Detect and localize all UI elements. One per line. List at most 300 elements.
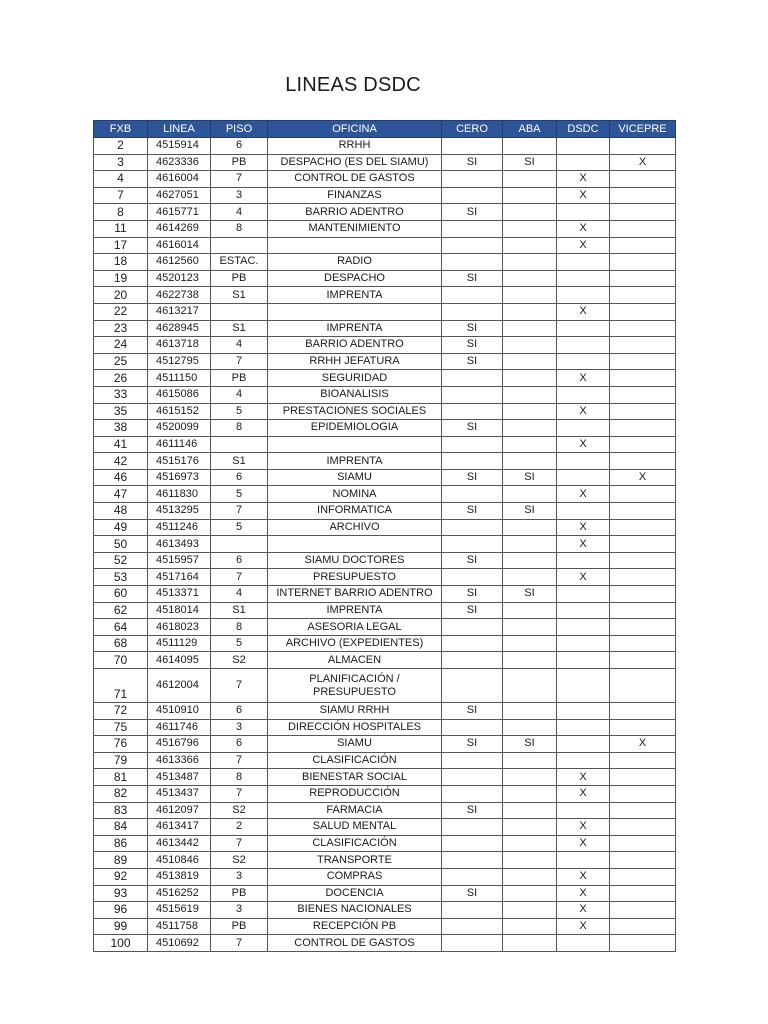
cell-cero [442,403,503,420]
cell-aba [503,320,557,337]
cell-linea: 4616004 [148,171,211,188]
cell-fxb: 68 [94,635,148,652]
cell-fxb: 4 [94,171,148,188]
cell-oficina: IMPRENTA [268,320,442,337]
cell-oficina: RRHH JEFATURA [268,353,442,370]
cell-vicepre: X [610,736,676,753]
cell-vicepre [610,769,676,786]
table-row [94,752,676,769]
cell-aba [503,536,557,553]
cell-linea: 4510846 [148,852,211,869]
cell-vicepre [610,619,676,636]
cell-cero [442,220,503,237]
cell-cero [442,835,503,852]
table-row [94,536,676,553]
cell-fxb: 33 [94,386,148,403]
cell-oficina: BIOANALISIS [268,386,442,403]
table-row [94,204,676,221]
cell-fxb: 25 [94,353,148,370]
cell-oficina: CLASIFICACIÓN [268,835,442,852]
cell-aba: SI [503,736,557,753]
cell-piso: 3 [211,868,268,885]
cell-dsdc [557,719,610,736]
table-row [94,370,676,387]
cell-linea: 4613217 [148,303,211,320]
cell-dsdc [557,204,610,221]
cell-oficina [268,303,442,320]
cell-cero [442,719,503,736]
cell-aba [503,370,557,387]
table-row [94,503,676,520]
cell-vicepre: X [610,154,676,171]
cell-fxb: 49 [94,519,148,536]
cell-dsdc: X [557,868,610,885]
cell-dsdc: X [557,220,610,237]
cell-vicepre [610,138,676,155]
cell-vicepre [610,254,676,271]
cell-fxb: 38 [94,420,148,437]
cell-aba [503,902,557,919]
cell-linea: 4628945 [148,320,211,337]
cell-oficina: DESPACHO (ES DEL SIAMU) [268,154,442,171]
cell-cero: SI [442,503,503,520]
cell-cero [442,287,503,304]
cell-piso: 7 [211,569,268,586]
column-header-cero: CERO [442,121,503,138]
cell-linea: 4615152 [148,403,211,420]
cell-oficina: BARRIO ADENTRO [268,337,442,354]
cell-dsdc: X [557,835,610,852]
cell-piso: 4 [211,386,268,403]
cell-piso: 8 [211,420,268,437]
cell-piso: 5 [211,519,268,536]
cell-oficina: DOCENCIA [268,885,442,902]
cell-oficina: COMPRAS [268,868,442,885]
cell-linea: 4511150 [148,370,211,387]
cell-oficina [268,536,442,553]
table-row [94,902,676,919]
cell-vicepre [610,237,676,254]
cell-cero [442,569,503,586]
column-header-aba: ABA [503,121,557,138]
cell-aba [503,868,557,885]
cell-dsdc [557,652,610,669]
cell-linea: 4513295 [148,503,211,520]
cell-aba [503,303,557,320]
cell-fxb: 86 [94,835,148,852]
cell-fxb: 26 [94,370,148,387]
cell-linea: 4616014 [148,237,211,254]
cell-cero [442,436,503,453]
cell-piso: 7 [211,353,268,370]
cell-vicepre: X [610,469,676,486]
cell-piso: PB [211,370,268,387]
cell-cero [442,935,503,952]
cell-cero [442,519,503,536]
cell-linea: 4510910 [148,703,211,720]
table-row [94,935,676,952]
cell-cero [442,171,503,188]
cell-dsdc: X [557,171,610,188]
cell-fxb: 76 [94,736,148,753]
cell-linea: 4511758 [148,918,211,935]
cell-cero [442,918,503,935]
cell-cero: SI [442,270,503,287]
cell-cero: SI [442,586,503,603]
cell-oficina: EPIDEMIOLOGIA [268,420,442,437]
cell-cero: SI [442,320,503,337]
cell-linea: 4513487 [148,769,211,786]
cell-dsdc [557,669,610,703]
cell-linea: 4611830 [148,486,211,503]
cell-piso: 7 [211,503,268,520]
cell-vicepre [610,420,676,437]
cell-aba [503,619,557,636]
cell-fxb: 46 [94,469,148,486]
cell-oficina: IMPRENTA [268,602,442,619]
cell-fxb: 3 [94,154,148,171]
cell-piso: PB [211,154,268,171]
cell-piso: 7 [211,669,268,703]
cell-fxb: 81 [94,769,148,786]
table-row [94,171,676,188]
cell-oficina: RADIO [268,254,442,271]
table-row [94,652,676,669]
cell-vicepre [610,503,676,520]
cell-oficina: ARCHIVO [268,519,442,536]
cell-dsdc [557,619,610,636]
cell-aba [503,835,557,852]
table-row [94,386,676,403]
cell-aba [503,237,557,254]
cell-piso: S1 [211,453,268,470]
cell-piso: 7 [211,785,268,802]
table-row [94,868,676,885]
cell-oficina [268,237,442,254]
cell-piso: 8 [211,220,268,237]
cell-linea: 4518014 [148,602,211,619]
cell-oficina: ALMACEN [268,652,442,669]
cell-dsdc: X [557,918,610,935]
cell-vicepre [610,320,676,337]
cell-oficina: SIAMU [268,469,442,486]
cell-linea: 4513371 [148,586,211,603]
table-row [94,802,676,819]
table-row [94,403,676,420]
cell-cero [442,635,503,652]
cell-dsdc [557,138,610,155]
cell-cero [442,619,503,636]
cell-linea: 4516252 [148,885,211,902]
cell-linea: 4627051 [148,187,211,204]
column-header-fxb: FXB [94,121,148,138]
cell-vicepre [610,287,676,304]
table-row [94,635,676,652]
cell-dsdc: X [557,769,610,786]
cell-cero: SI [442,204,503,221]
cell-cero [442,868,503,885]
cell-oficina: RRHH [268,138,442,155]
cell-piso: S2 [211,652,268,669]
cell-piso [211,237,268,254]
cell-aba [503,386,557,403]
cell-piso: S1 [211,320,268,337]
cell-fxb: 48 [94,503,148,520]
cell-linea: 4613493 [148,536,211,553]
cell-aba [503,486,557,503]
cell-vicepre [610,918,676,935]
cell-fxb: 24 [94,337,148,354]
cell-linea: 4515619 [148,902,211,919]
cell-dsdc [557,503,610,520]
cell-piso: ESTAC. [211,254,268,271]
cell-aba [503,519,557,536]
cell-aba: SI [503,503,557,520]
cell-vicepre [610,270,676,287]
cell-vicepre [610,569,676,586]
cell-vicepre [610,852,676,869]
cell-vicepre [610,635,676,652]
cell-oficina: CLASIFICACIÓN [268,752,442,769]
cell-oficina: MANTENIMIENTO [268,220,442,237]
table-row [94,885,676,902]
table-row [94,785,676,802]
column-header-linea: LINEA [148,121,211,138]
cell-aba [503,552,557,569]
cell-oficina: FINANZAS [268,187,442,204]
table-row [94,519,676,536]
cell-fxb: 19 [94,270,148,287]
cell-piso: 2 [211,819,268,836]
cell-dsdc [557,802,610,819]
cell-oficina: INFORMATICA [268,503,442,520]
table-row [94,835,676,852]
table-row [94,486,676,503]
cell-oficina: SIAMU DOCTORES [268,552,442,569]
cell-aba [503,436,557,453]
cell-aba [503,602,557,619]
cell-vicepre [610,719,676,736]
cell-aba: SI [503,586,557,603]
cell-aba [503,420,557,437]
cell-dsdc: X [557,486,610,503]
cell-cero [442,819,503,836]
cell-fxb: 18 [94,254,148,271]
table-row [94,736,676,753]
cell-fxb: 22 [94,303,148,320]
cell-fxb: 17 [94,237,148,254]
cell-fxb: 47 [94,486,148,503]
cell-dsdc: X [557,370,610,387]
cell-dsdc: X [557,303,610,320]
cell-aba [503,703,557,720]
cell-oficina: IMPRENTA [268,453,442,470]
cell-cero: SI [442,602,503,619]
cell-oficina: IMPRENTA [268,287,442,304]
cell-cero: SI [442,469,503,486]
cell-fxb: 11 [94,220,148,237]
cell-vicepre [610,536,676,553]
table-row [94,586,676,603]
cell-vicepre [610,220,676,237]
cell-fxb: 93 [94,885,148,902]
cell-vicepre [610,703,676,720]
cell-fxb: 20 [94,287,148,304]
cell-piso: S1 [211,602,268,619]
cell-linea: 4520099 [148,420,211,437]
cell-fxb: 92 [94,868,148,885]
cell-vicepre [610,669,676,703]
cell-aba [503,852,557,869]
cell-vicepre [610,819,676,836]
cell-fxb: 82 [94,785,148,802]
cell-fxb: 60 [94,586,148,603]
cell-aba [503,935,557,952]
cell-dsdc: X [557,885,610,902]
cell-dsdc: X [557,785,610,802]
table-row [94,469,676,486]
cell-cero [442,303,503,320]
cell-aba [503,918,557,935]
cell-linea: 4516796 [148,736,211,753]
cell-fxb: 72 [94,703,148,720]
cell-piso: 7 [211,835,268,852]
cell-cero [442,902,503,919]
table-row [94,719,676,736]
cell-aba [503,403,557,420]
cell-dsdc: X [557,519,610,536]
cell-aba [503,885,557,902]
table-row [94,320,676,337]
cell-vicepre [610,370,676,387]
cell-oficina: NOMINA [268,486,442,503]
cell-vicepre [610,935,676,952]
cell-cero [442,785,503,802]
cell-dsdc [557,453,610,470]
cell-oficina: SEGURIDAD [268,370,442,387]
cell-aba [503,802,557,819]
cell-linea: 4515957 [148,552,211,569]
table-row [94,819,676,836]
cell-cero: SI [442,337,503,354]
cell-fxb: 96 [94,902,148,919]
cell-dsdc: X [557,403,610,420]
cell-piso: PB [211,885,268,902]
cell-aba [503,254,557,271]
cell-aba [503,337,557,354]
cell-aba [503,270,557,287]
page-title: LINEAS DSDC [285,74,421,96]
cell-linea: 4615086 [148,386,211,403]
table-row [94,353,676,370]
cell-cero [442,254,503,271]
cell-oficina: FARMACIA [268,802,442,819]
cell-cero [442,752,503,769]
table-row [94,254,676,271]
cell-fxb: 41 [94,436,148,453]
cell-fxb: 99 [94,918,148,935]
cell-dsdc [557,469,610,486]
cell-cero [442,237,503,254]
cell-aba [503,171,557,188]
table-row [94,337,676,354]
cell-vicepre [610,885,676,902]
cell-linea: 4613718 [148,337,211,354]
cell-oficina: SIAMU RRHH [268,703,442,720]
cell-cero [442,486,503,503]
cell-aba [503,204,557,221]
cell-piso [211,536,268,553]
cell-fxb: 62 [94,602,148,619]
cell-vicepre [610,552,676,569]
cell-piso: 7 [211,752,268,769]
cell-aba [503,138,557,155]
cell-oficina: INTERNET BARRIO ADENTRO [268,586,442,603]
cell-piso: 5 [211,403,268,420]
cell-dsdc: X [557,187,610,204]
cell-dsdc [557,254,610,271]
cell-cero [442,386,503,403]
cell-linea: 4515176 [148,453,211,470]
cell-vicepre [610,303,676,320]
cell-fxb: 53 [94,569,148,586]
cell-dsdc: X [557,902,610,919]
cell-vicepre [610,802,676,819]
cell-vicepre [610,187,676,204]
cell-linea: 4613417 [148,819,211,836]
cell-cero: SI [442,420,503,437]
cell-dsdc [557,270,610,287]
cell-linea: 4613442 [148,835,211,852]
cell-dsdc [557,602,610,619]
cell-fxb: 83 [94,802,148,819]
cell-oficina: CONTROL DE GASTOS [268,171,442,188]
cell-cero [442,453,503,470]
table-row [94,852,676,869]
cell-piso: 4 [211,337,268,354]
table-row [94,769,676,786]
cell-cero [442,187,503,204]
cell-oficina: SIAMU [268,736,442,753]
table-row [94,237,676,254]
table-row [94,552,676,569]
table-body [94,138,676,952]
column-header-dsdc: DSDC [557,121,610,138]
cell-linea: 4513819 [148,868,211,885]
cell-oficina: RECEPCIÓN PB [268,918,442,935]
cell-piso: 6 [211,552,268,569]
cell-linea: 4613366 [148,752,211,769]
cell-piso [211,303,268,320]
cell-vicepre [610,353,676,370]
cell-dsdc: X [557,237,610,254]
cell-dsdc [557,552,610,569]
cell-dsdc: X [557,436,610,453]
cell-cero [442,652,503,669]
cell-linea: 4511129 [148,635,211,652]
cell-piso: 3 [211,187,268,204]
cell-piso: 8 [211,769,268,786]
cell-cero: SI [442,552,503,569]
cell-oficina: PRESUPUESTO [268,569,442,586]
cell-oficina: PRESTACIONES SOCIALES [268,403,442,420]
cell-piso: 5 [211,486,268,503]
cell-cero [442,138,503,155]
cell-piso: 4 [211,586,268,603]
cell-dsdc [557,353,610,370]
cell-cero [442,669,503,703]
cell-fxb: 64 [94,619,148,636]
